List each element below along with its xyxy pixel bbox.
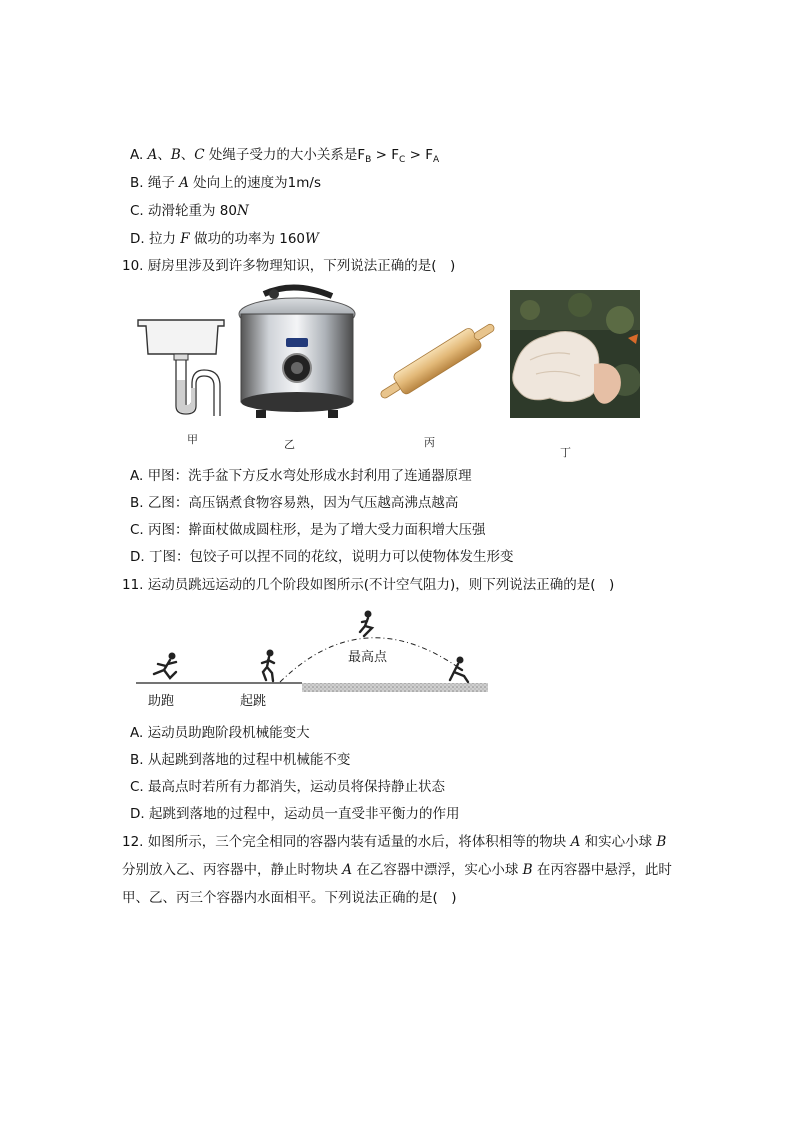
label-run-up: 助跑 xyxy=(148,694,175,709)
q10-option-a: A. 甲图：洗手盆下方反水弯处形成水封利用了连通器原理 xyxy=(130,468,472,484)
q11-option-d: D. 起跳到落地的过程中，运动员一直受非平衡力的作用 xyxy=(130,806,460,822)
q9-option-c: C. 动滑轮重为 80N xyxy=(130,203,249,219)
rolling-pin-figure xyxy=(370,314,506,410)
caption-jia: 甲 xyxy=(187,433,198,446)
label-takeoff: 起跳 xyxy=(240,694,267,709)
q11-option-c: C. 最高点时若所有力都消失，运动员将保持静止状态 xyxy=(130,779,446,795)
q10-option-c: C. 丙图：擀面杖做成圆柱形，是为了增大受力面积增大压强 xyxy=(130,522,486,538)
q10-stem: 10. 厨房里涉及到许多物理知识，下列说法正确的是( ) xyxy=(122,258,456,274)
q9-option-a: A. A、B、C 处绳子受力的大小关系是$F_B > F_C > F_A$ xyxy=(130,147,440,165)
q12-stem-line1: 12. 如图所示，三个完全相同的容器内装有适量的水后，将体积相等的物块 A 和实心小球 B xyxy=(122,834,667,850)
q12-stem-line3: 甲、乙、丙三个容器内水面相平。下列说法正确的是( ) xyxy=(122,890,457,906)
q10-option-b: B. 乙图：高压锅煮食物容易熟，因为气压越高沸点越高 xyxy=(130,495,459,511)
caption-ding: 丁 xyxy=(560,446,571,459)
q9-option-b: B. 绳子 A 处向上的速度为1m/s xyxy=(130,175,322,191)
label-highest-point: 最高点 xyxy=(348,650,388,665)
q11-option-a: A. 运动员助跑阶段机械能变大 xyxy=(130,725,310,741)
q11-option-b: B. 从起跳到落地的过程中机械能不变 xyxy=(130,752,351,768)
q11-stem: 11. 运动员跳远运动的几个阶段如图所示(不计空气阻力)，则下列说法正确的是( ) xyxy=(122,577,615,593)
long-jump-figure xyxy=(132,610,492,692)
q9-option-d: D. 拉力 F 做功的功率为 160W xyxy=(130,231,319,247)
q12-stem-line2: 分别放入乙、丙容器中，静止时物块 A 在乙容器中漂浮，实心小球 B 在丙容器中悬浮，此时 xyxy=(122,862,672,878)
sink-trap-figure xyxy=(136,318,228,418)
pressure-cooker-figure xyxy=(236,284,358,422)
caption-bing: 丙 xyxy=(424,436,435,449)
q10-option-d: D. 丁图：包饺子可以捏不同的花纹，说明力可以使物体发生形变 xyxy=(130,549,514,565)
dumpling-photo-figure xyxy=(510,290,640,418)
caption-yi: 乙 xyxy=(284,438,295,451)
